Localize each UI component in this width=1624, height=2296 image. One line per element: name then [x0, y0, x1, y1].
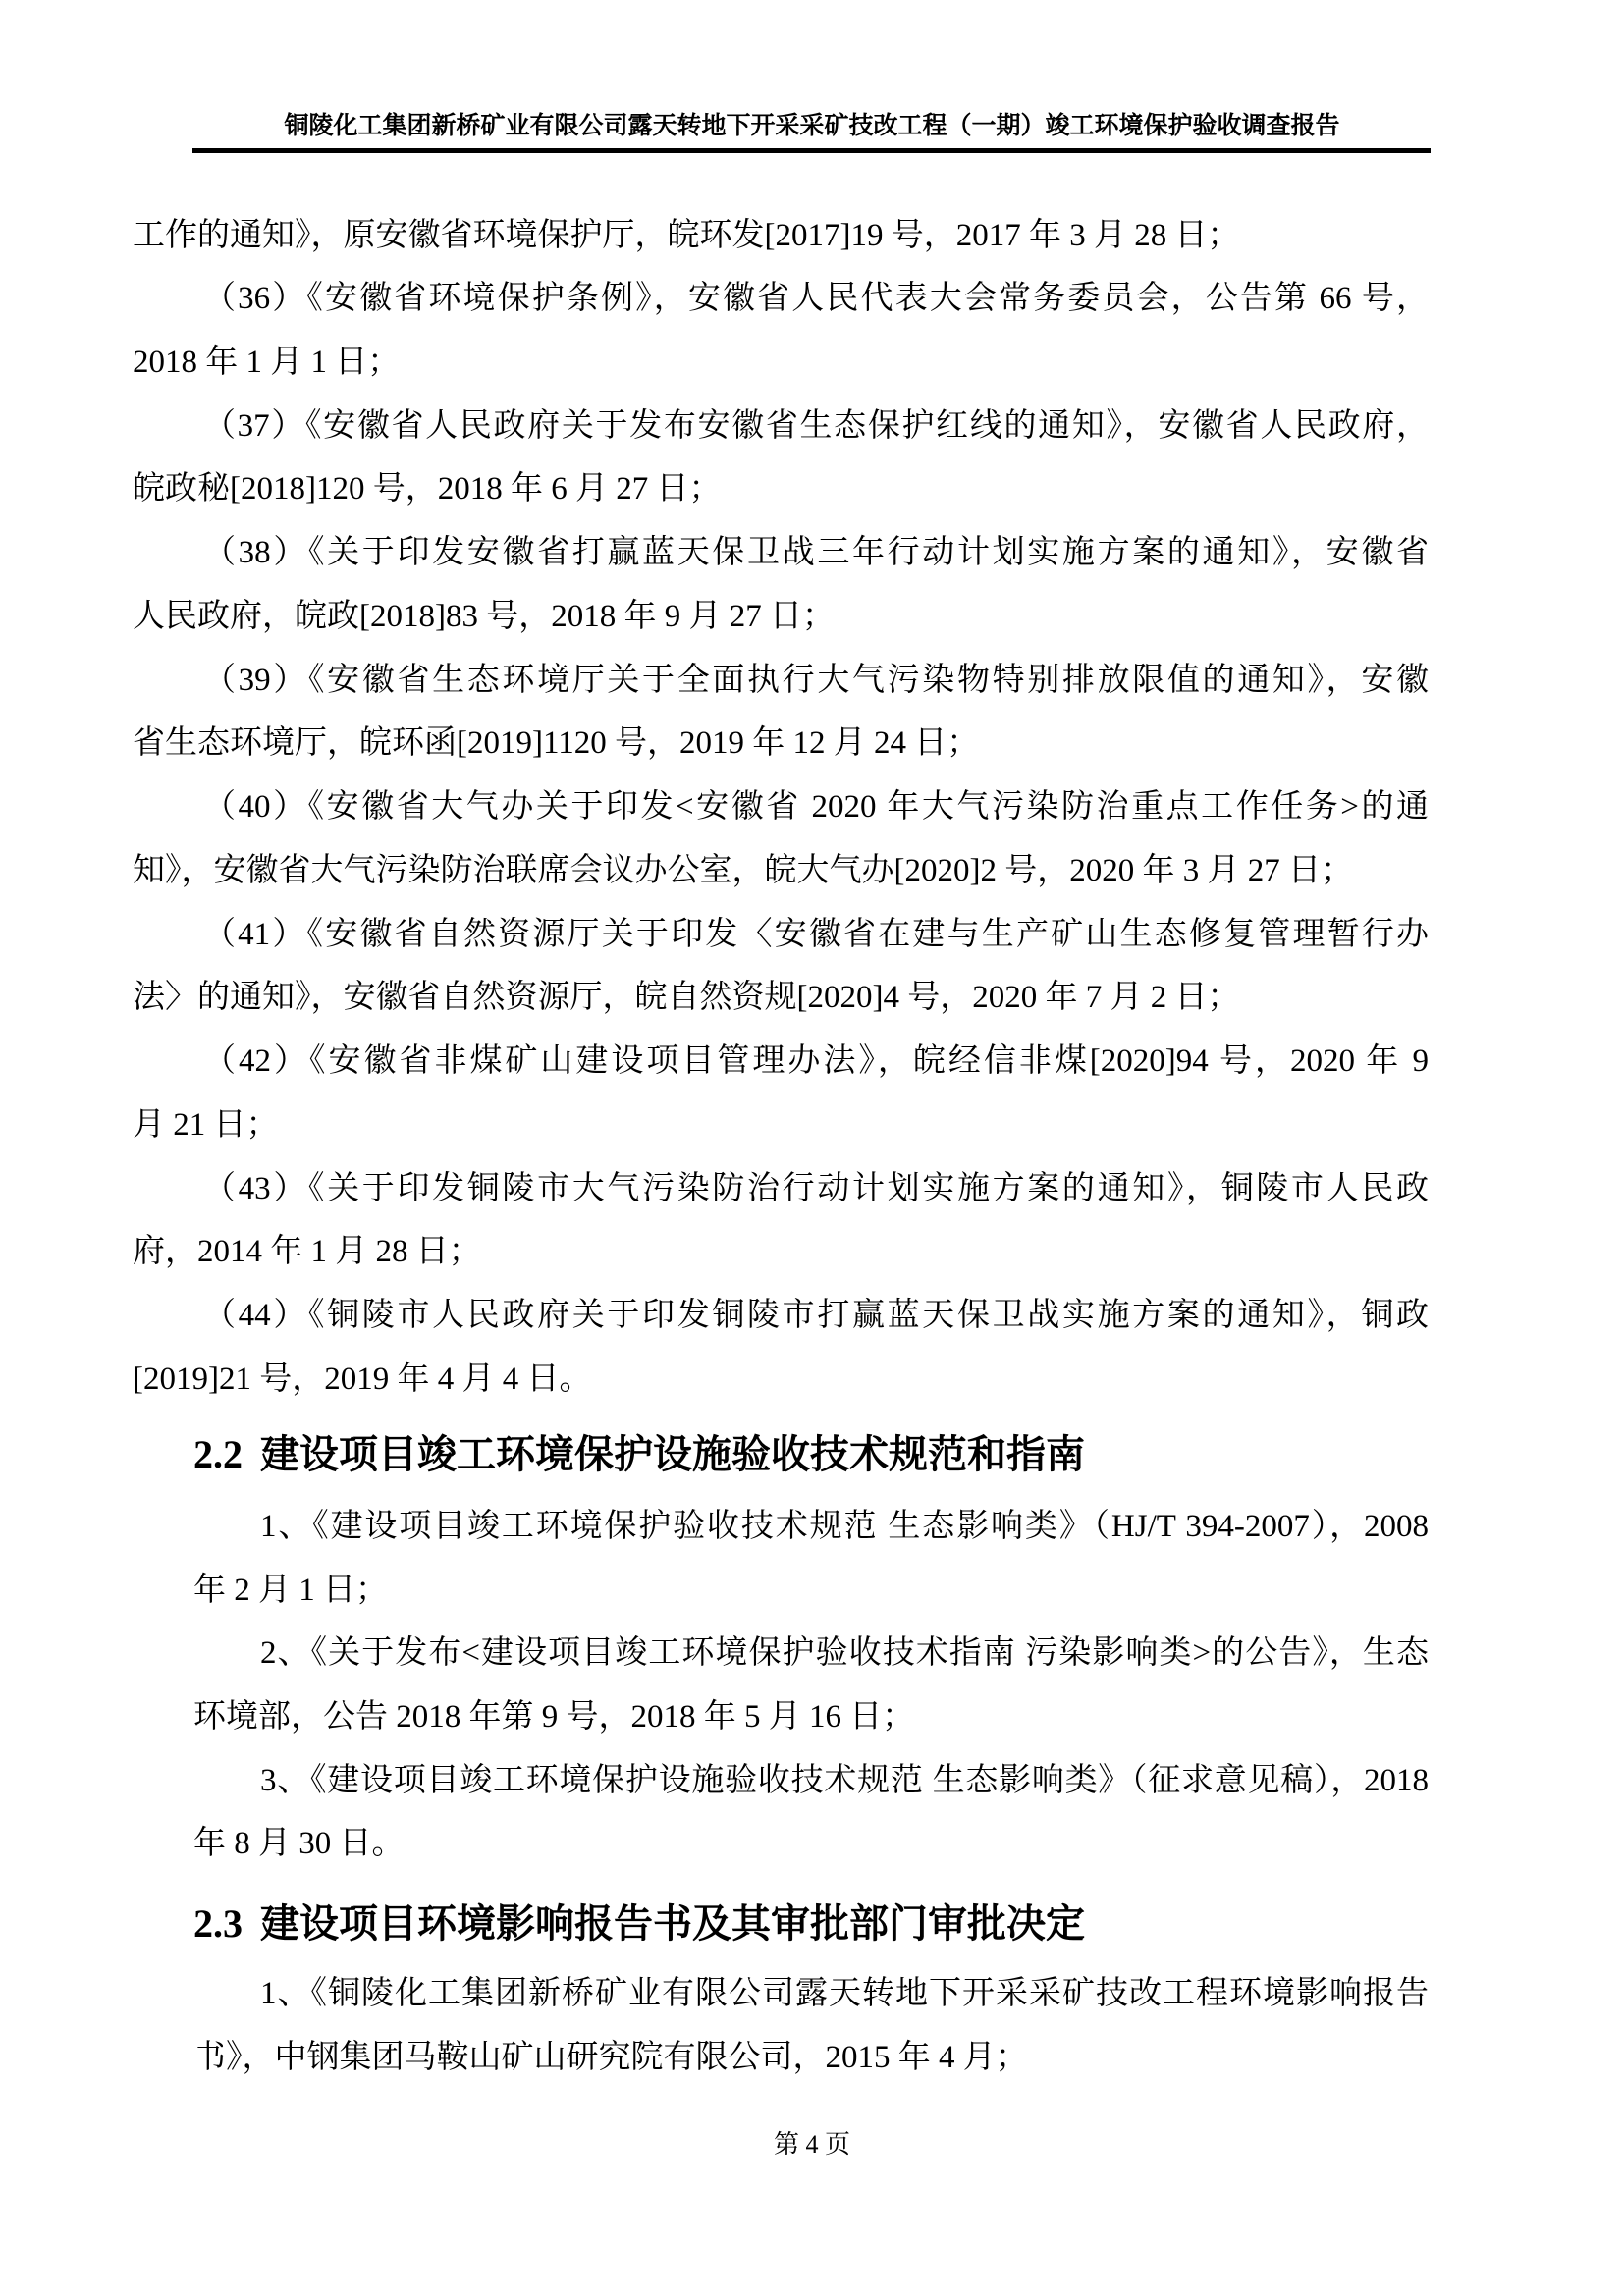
body-line: 月 21 日；	[133, 1107, 279, 1143]
body-line: 人民政府，皖政[2018]83 号，2018 年 9 月 27 日；	[133, 599, 835, 634]
body-line: [2019]21 号，2019 年 4 月 4 日。	[133, 1362, 592, 1397]
body-line: 1、《建设项目竣工环境保护验收技术规范 生态影响类》（HJ/T 394-2007），2008	[260, 1509, 1429, 1544]
body-line: 1、《铜陵化工集团新桥矿业有限公司露天转地下开采采矿技改工程环境影响报告	[260, 1976, 1429, 2011]
body-line: 年 8 月 30 日。	[193, 1826, 405, 1861]
section-number: 2.2	[193, 1432, 243, 1476]
header-rule	[192, 148, 1431, 153]
section-heading-2-2	[193, 1420, 1085, 1489]
body-line: （37）《安徽省人民政府关于发布安徽省生态保护红线的通知》，安徽省人民政府，	[203, 408, 1429, 444]
body-line: 2、《关于发布<建设项目竣工环境保护验收技术指南 污染影响类>的公告》，生态	[260, 1635, 1429, 1671]
section-title: 建设项目环境影响报告书及其审批部门审批决定	[260, 1901, 1085, 1946]
body-line: （43）《关于印发铜陵市大气污染防治行动计划实施方案的通知》，铜陵市人民政	[203, 1171, 1429, 1206]
body-line: 知》，安徽省大气污染防治联席会议办公室，皖大气办[2020]2 号，2020 年 3 月 27 日；	[133, 853, 1353, 888]
page-header-title: 铜陵化工集团新桥矿业有限公司露天转地下开采采矿技改工程（一期）竣工环境保护验收调查报告	[284, 113, 1340, 139]
body-line: 皖政秘[2018]120 号，2018 年 6 月 27 日；	[133, 471, 722, 507]
page-number: 第 4 页	[773, 2130, 850, 2159]
body-line: （39）《安徽省生态环境厅关于全面执行大气污染物特别排放限值的通知》，安徽	[203, 663, 1429, 698]
body-line: （38）《关于印发安徽省打赢蓝天保卫战三年行动计划实施方案的通知》，安徽省	[203, 535, 1429, 570]
body-line: 环境部，公告 2018 年第 9 号，2018 年 5 月 16 日；	[193, 1699, 915, 1735]
body-line: 府，2014 年 1 月 28 日；	[133, 1234, 481, 1269]
body-line: （36）《安徽省环境保护条例》，安徽省人民代表大会常务委员会，公告第 66 号，	[203, 281, 1429, 316]
body-line: 工作的通知》，原安徽省环境保护厅，皖环发[2017]19 号，2017 年 3 月 28 日；	[133, 218, 1240, 253]
body-line: 法〉的通知》，安徽省自然资源厅，皖自然资规[2020]4 号，2020 年 7 月 2 日；	[133, 980, 1240, 1015]
body-line: 书》，中钢集团马鞍山矿山研究院有限公司，2015 年 4 月；	[193, 2040, 1028, 2075]
section-number: 2.3	[193, 1901, 243, 1946]
section-heading-2-3	[193, 1890, 1085, 1958]
body-line: 省生态环境厅，皖环函[2019]1120 号，2019 年 12 月 24 日；	[133, 725, 980, 761]
body-line: 2018 年 1 月 1 日；	[133, 345, 401, 380]
body-line: （40）《安徽省大气办关于印发<安徽省 2020 年大气污染防治重点工作任务>的通	[203, 789, 1429, 825]
body-line: 3、《建设项目竣工环境保护设施验收技术规范 生态影响类》（征求意见稿），2018	[260, 1763, 1429, 1798]
section-title: 建设项目竣工环境保护设施验收技术规范和指南	[260, 1432, 1085, 1476]
body-line: （41）《安徽省自然资源厅关于印发〈安徽省在建与生产矿山生态修复管理暂行办	[203, 917, 1429, 952]
body-line: （42）《安徽省非煤矿山建设项目管理办法》，皖经信非煤[2020]94 号，2020 年 9	[203, 1043, 1429, 1079]
body-line: （44）《铜陵市人民政府关于印发铜陵市打赢蓝天保卫战实施方案的通知》，铜政	[203, 1298, 1429, 1333]
body-line: 年 2 月 1 日；	[193, 1573, 388, 1608]
